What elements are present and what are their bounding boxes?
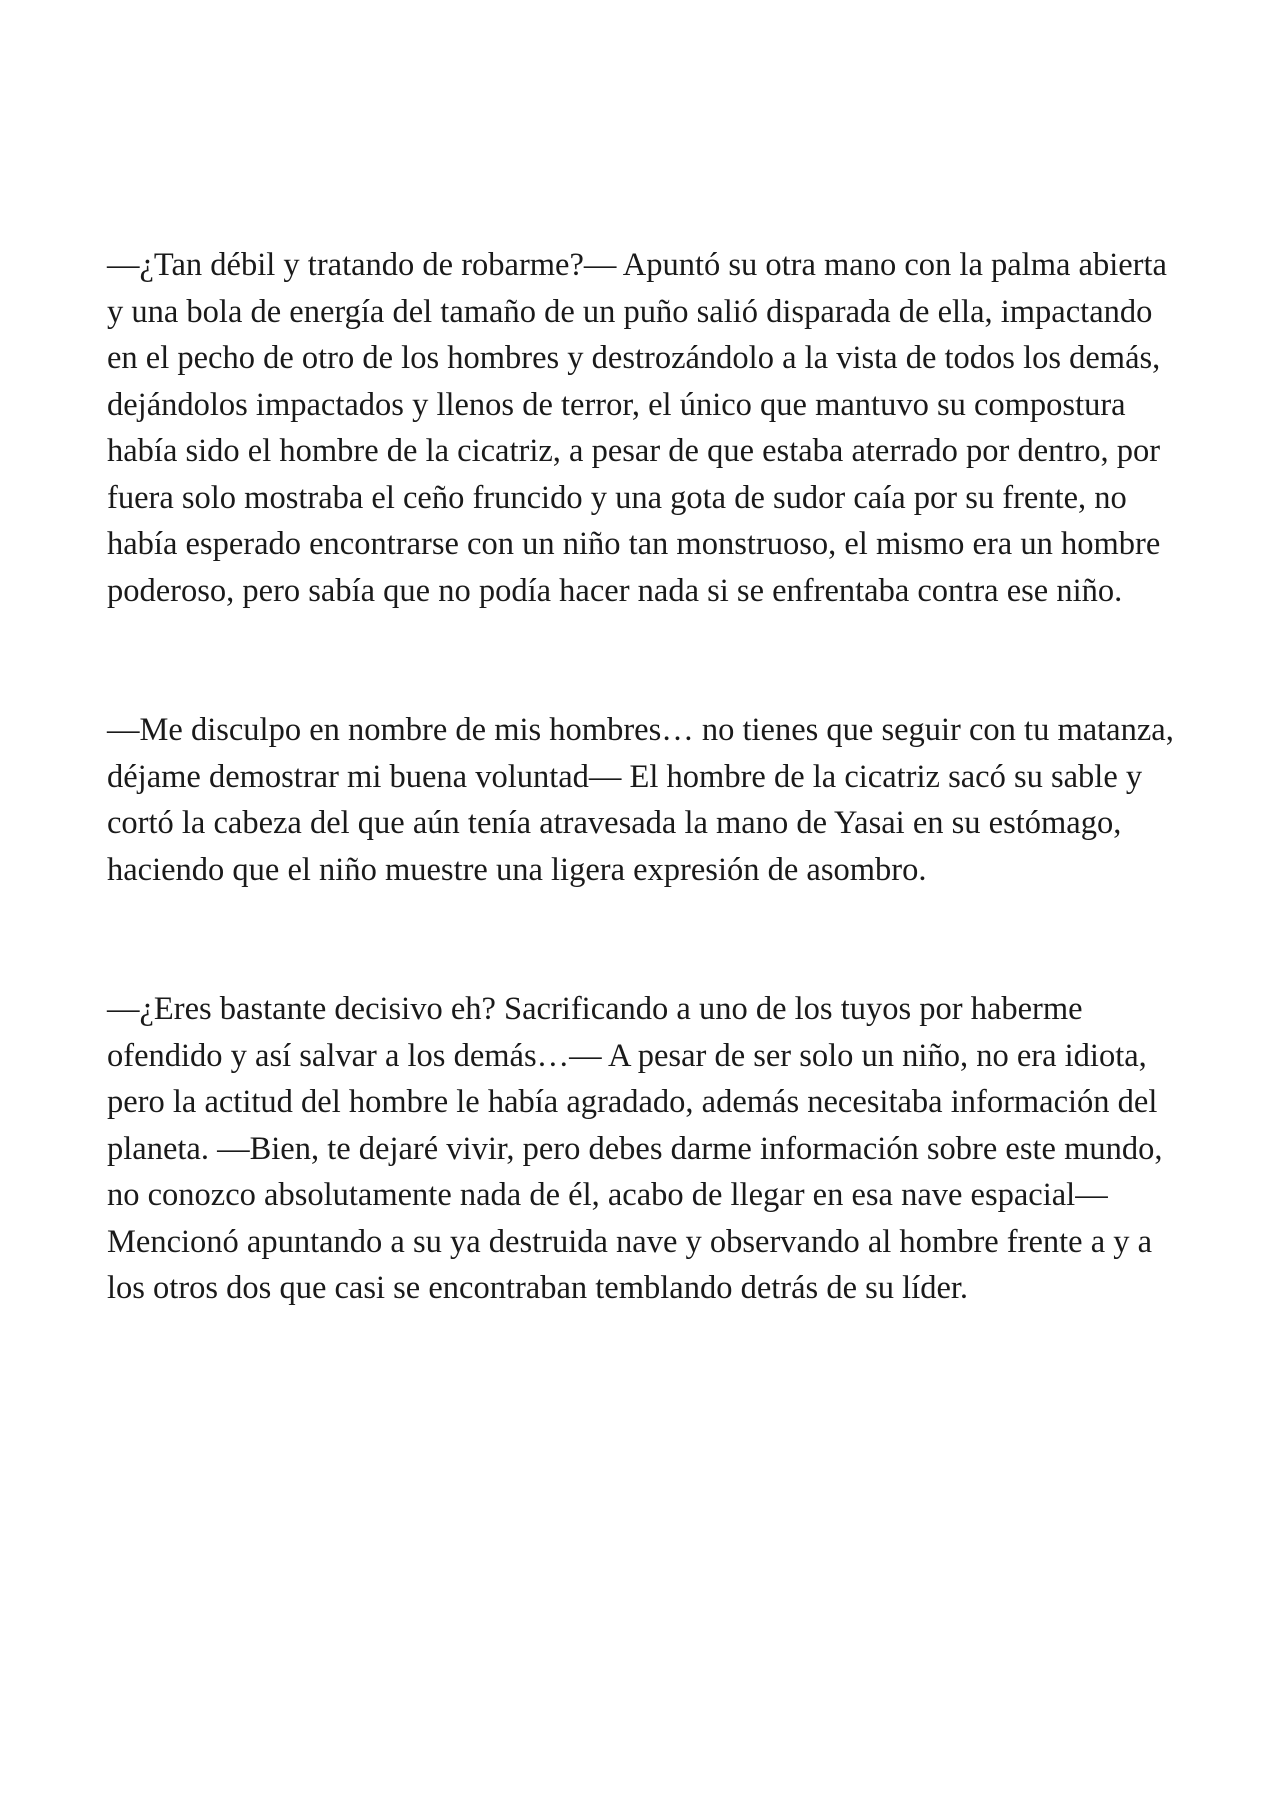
paragraph-2: —Me disculpo en nombre de mis hombres… no tienes que seguir con tu matanza, déjame demostrar mi buena voluntad— El hombre de la cicatriz sacó su sable y cortó la cabeza del que aún tenía atravesada la mano de Yasai en su estómago, haciendo que el niño muestre una ligera expresión de asombro. xyxy=(107,712,1174,888)
paragraph-1: —¿Tan débil y tratando de robarme?— Apuntó su otra mano con la palma abierta y una bola de energía del tamaño de un puño salió disparada de ella, impactando en el pecho de otro de los hombres y destrozándolo a la vista de todos los demás, dejándolos impactados y llenos de terror, el único que mantuvo su compostura había sido el hombre de la cicatriz, a pesar de que estaba aterrado por dentro, por fuera solo mostraba el ceño fruncido y una gota de sudor caía por su frente, no había esperado encontrarse con un niño tan monstruoso, el mismo era un hombre poderoso, pero sabía que no podía hacer nada si se enfrentaba contra ese niño. xyxy=(107,247,1167,609)
paragraph-3: —¿Eres bastante decisivo eh? Sacrificando a uno de los tuyos por haberme ofendido y así salvar a los demás…— A pesar de ser solo un niño, no era idiota, pero la actitud del hombre le había agradado, además necesitaba información del planeta. —Bien, te dejaré vivir, pero debes darme información sobre este mundo, no conozco absolutamente nada de él, acabo de llegar en esa nave espacial— Mencionó apuntando a su ya destruida nave y observando al hombre frente a y a los otros dos que casi se encontraban temblando detrás de su líder. xyxy=(107,991,1163,1306)
document-body xyxy=(107,242,1182,1405)
